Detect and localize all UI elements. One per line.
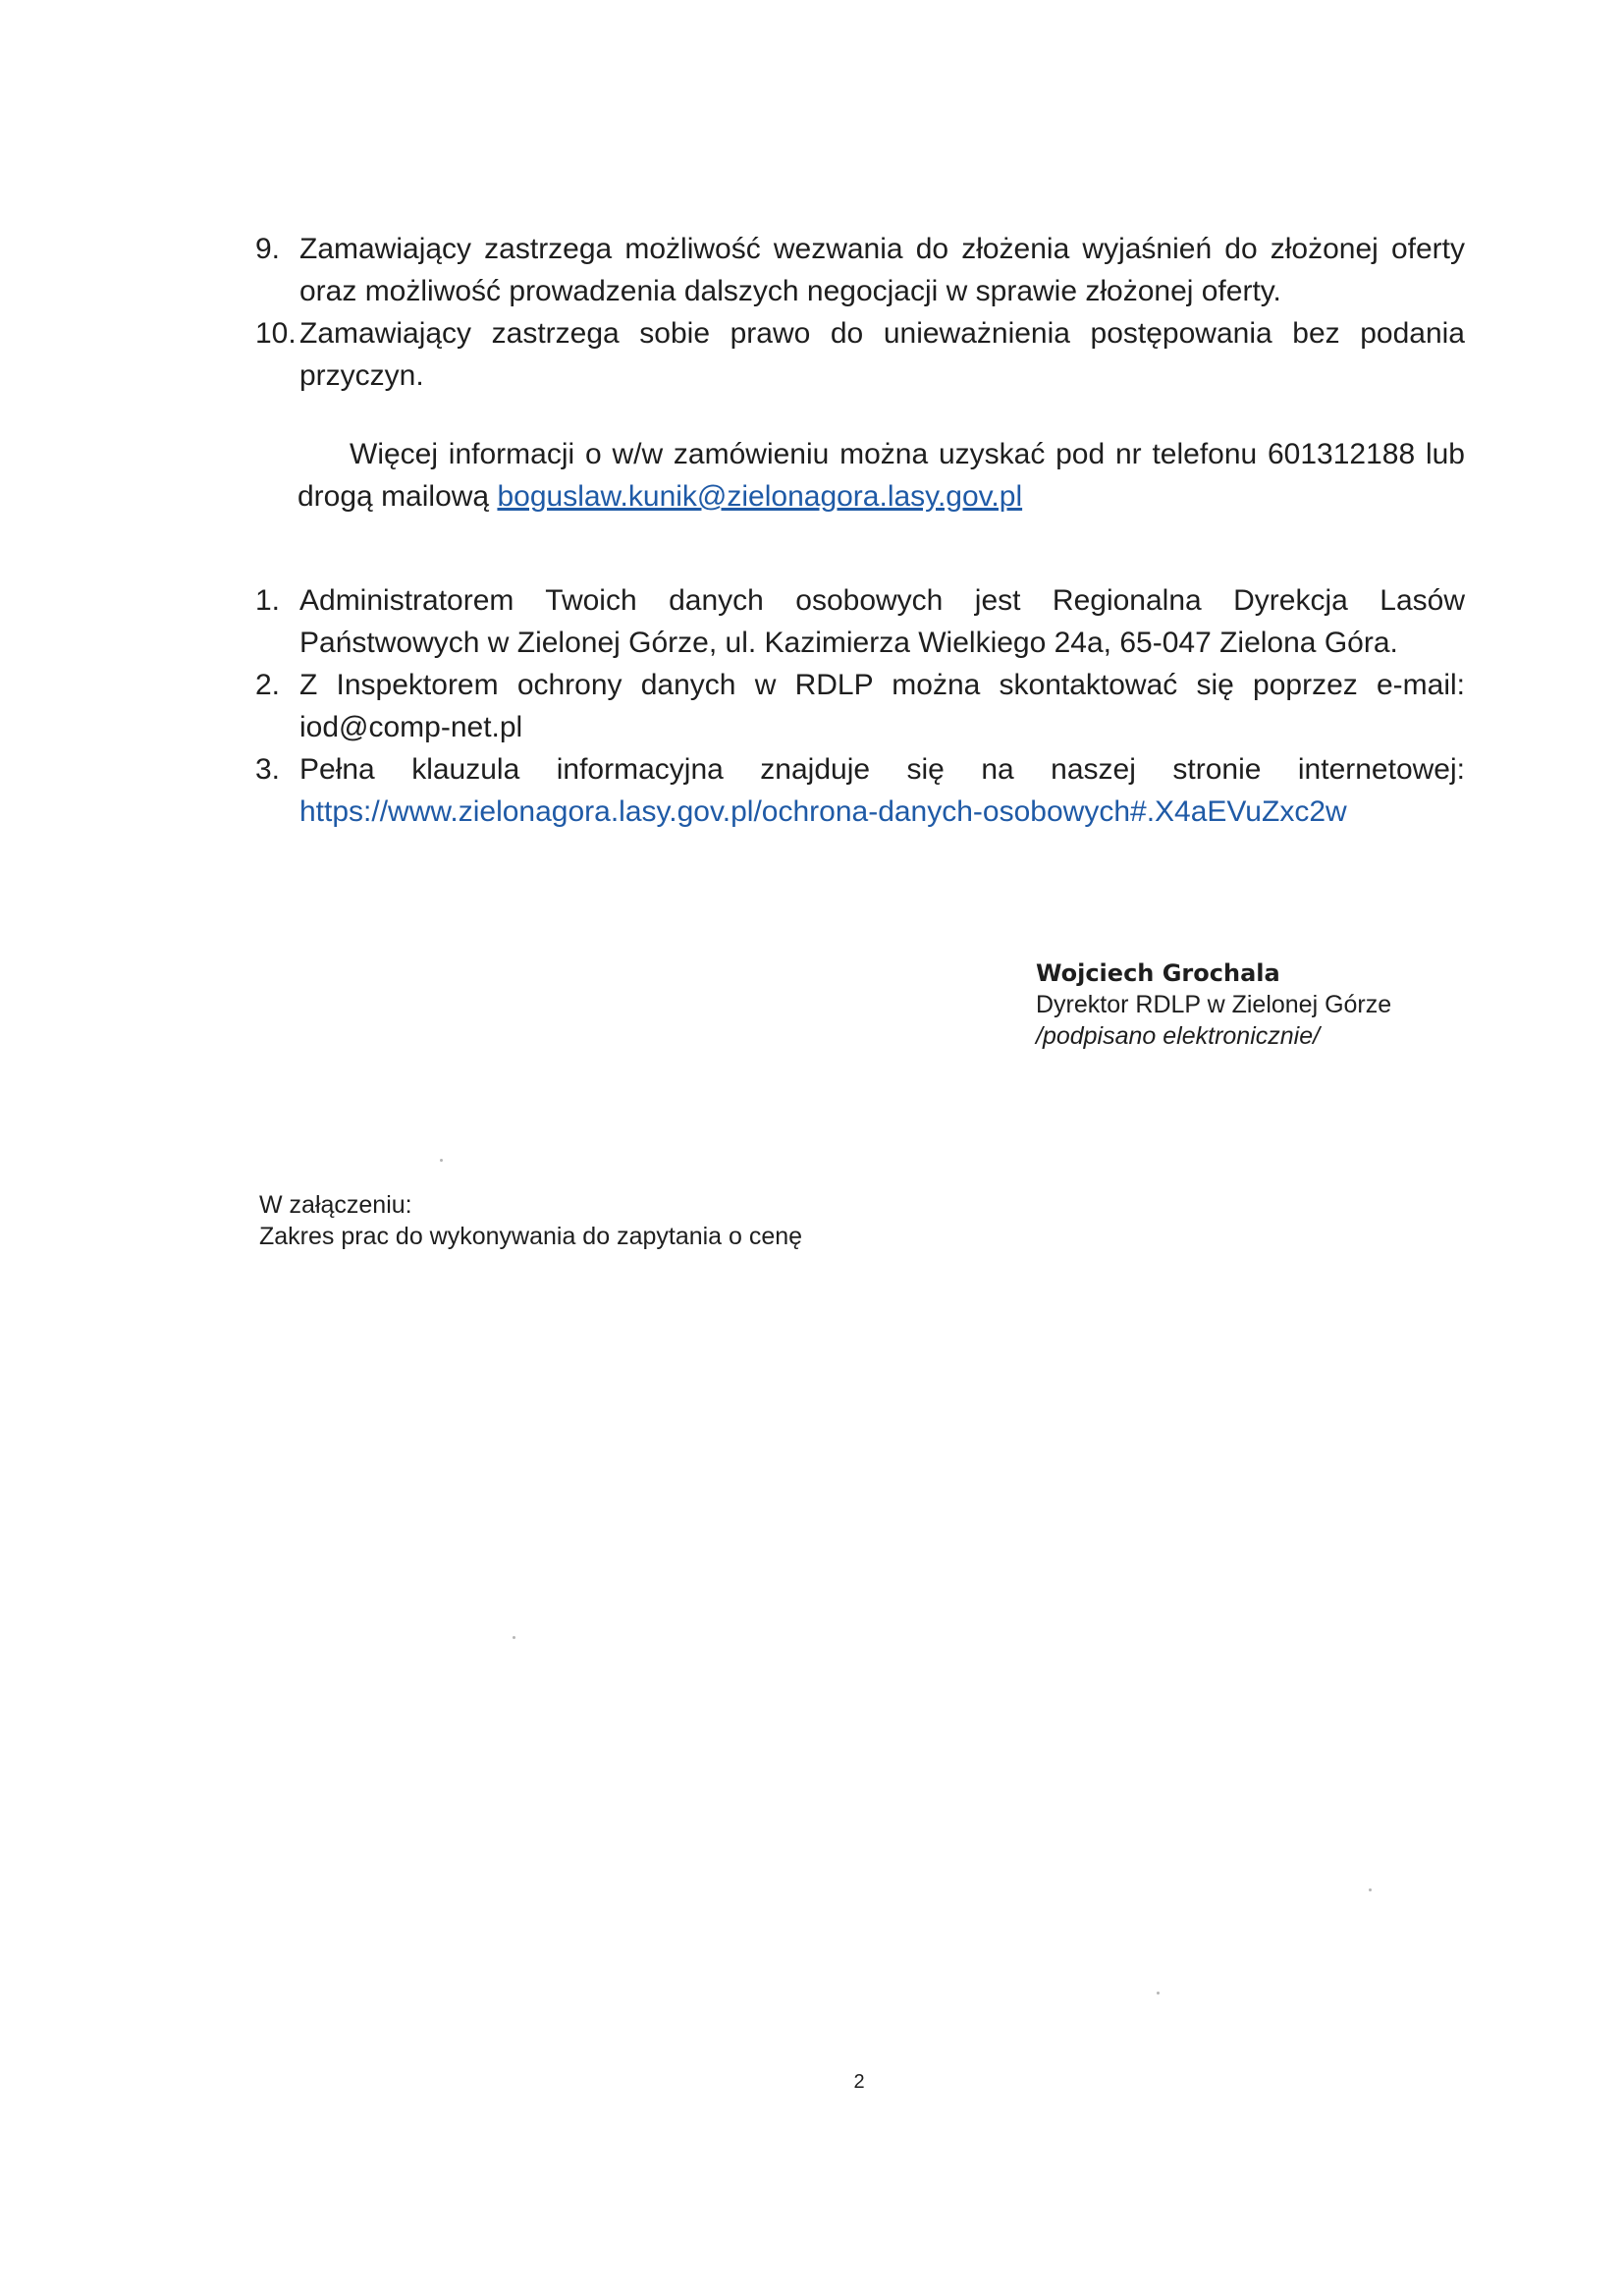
contact-text: Więcej informacji o w/w zamówieniu można uzyskać pod nr telefonu 601312188 lub drogą mailową xyxy=(298,438,1465,513)
list-item xyxy=(255,312,1465,397)
contact-email-link[interactable]: boguslaw.kunik@zielonagora.lasy.gov.pl xyxy=(497,480,1023,513)
list-item xyxy=(255,664,1465,748)
list-item xyxy=(255,748,1465,833)
attachment-item: Zakres prac do wykonywania do zapytania o cenę xyxy=(259,1223,803,1250)
privacy-policy-link[interactable]: https://www.zielonagora.lasy.gov.pl/ochrona-danych-osobowych#.X4aEVuZxc2w xyxy=(299,795,1347,828)
page-number: 2 xyxy=(853,2071,865,2093)
list-item-text: Z Inspektorem ochrony danych w RDLP można skontaktować się poprzez e-mail: iod@comp-net.pl xyxy=(299,669,1465,743)
scan-speck xyxy=(513,1636,515,1639)
list-item-number: 1. xyxy=(255,584,281,617)
signature-note: /podpisano elektronicznie/ xyxy=(1036,1022,1321,1050)
list-item xyxy=(255,579,1465,664)
attachments-heading: W załączeniu: xyxy=(259,1191,412,1219)
attachments-block xyxy=(259,1189,1045,1252)
signature-block xyxy=(1036,957,1448,1052)
signatory-name: Wojciech Grochala xyxy=(1036,959,1280,987)
list-item-number: 3. xyxy=(255,753,281,786)
contact-paragraph xyxy=(298,433,1465,518)
list-item xyxy=(255,228,1465,312)
scan-speck xyxy=(1157,1992,1160,1995)
list-item-number: 9. xyxy=(255,233,281,265)
list-item-text: Zamawiający zastrzega możliwość wezwania do złożenia wyjaśnień do złożonej oferty oraz możliwość prowadzenia dalszych negocjacji w sprawie złożonej oferty. xyxy=(299,233,1465,307)
list-item-number: 2. xyxy=(255,669,281,701)
signatory-title: Dyrektor RDLP w Zielonej Górze xyxy=(1036,991,1392,1018)
scan-speck xyxy=(1369,1888,1372,1891)
list-item-text: Zamawiający zastrzega sobie prawo do unieważnienia postępowania bez podania przyczyn. xyxy=(299,317,1465,392)
list-item-text: Administratorem Twoich danych osobowych jest Regionalna Dyrekcja Lasów Państwowych w Zielonej Górze, ul. Kazimierza Wielkiego 24a, 65-047 Zielona Góra. xyxy=(299,584,1465,659)
list-item-number: 10. xyxy=(255,317,297,350)
gdpr-list xyxy=(255,579,1465,833)
clauses-list xyxy=(255,228,1465,397)
list-item-text: Pełna klauzula informacyjna znajduje się na naszej stronie internetowej: xyxy=(299,753,1465,786)
scan-speck xyxy=(440,1159,443,1162)
